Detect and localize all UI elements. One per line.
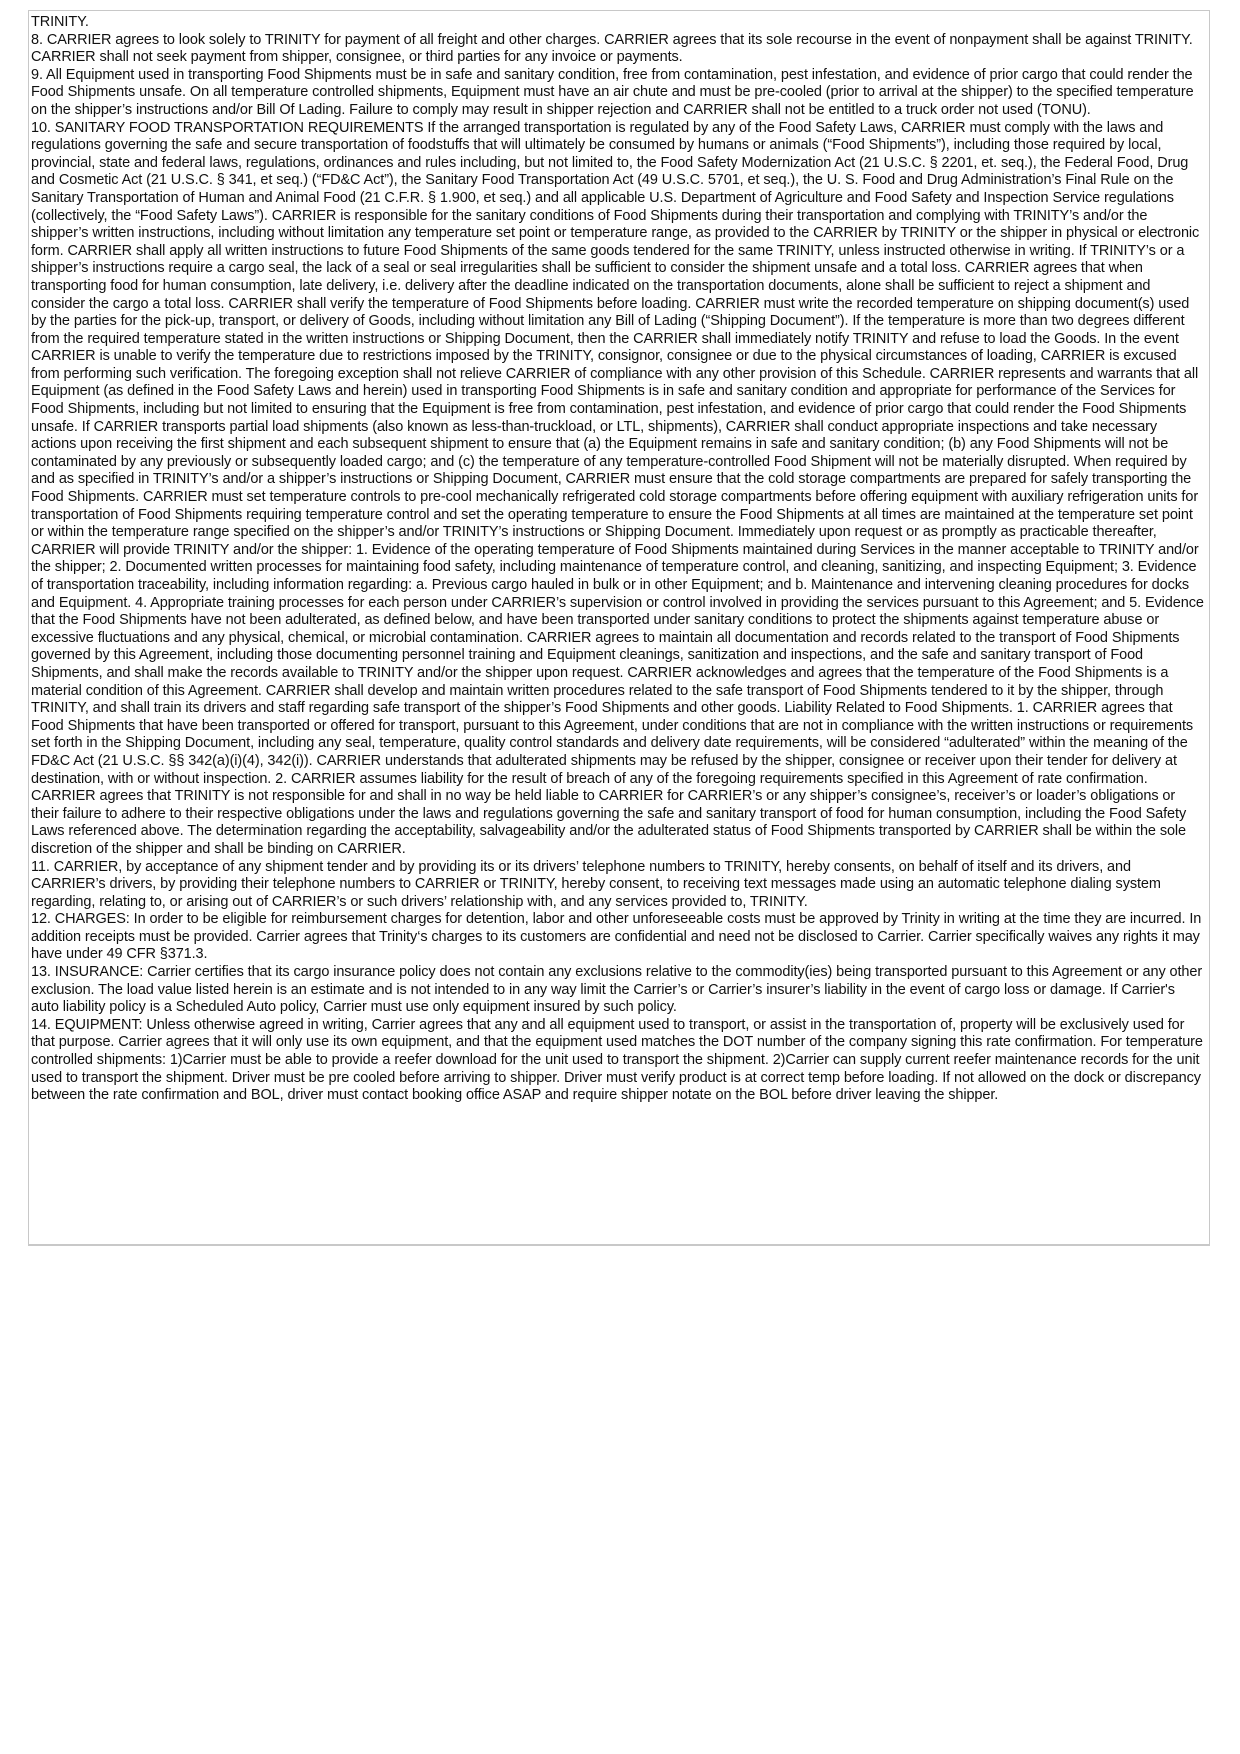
clause-10-sanitary-food-transportation: 10. SANITARY FOOD TRANSPORTATION REQUIREMENTS If the arranged transportation is regulated by any of the Food Safety Laws, CARRIER must comply with the laws and regulations governing the safe and secure transportation of foodstuffs that will ultimately be consumed by humans or animals (“Food Shipments”), including those required by local, provincial, state and federal laws, regulations, ordinances and rules including, but not limited to, the Food Safety Modernization Act (21 U.S.C. § 2201, et. seq.), the Federal Food, Drug and Cosmetic Act (21 U.S.C. § 341, et seq.) (“FD&C Act”), the Sanitary Food Transportation Act (49 U.S.C. 5701, et seq.), the U. S. Food and Drug Administration’s Final Rule on the Sanitary Transportation of Human and Animal Food (21 C.F.R. § 1.900, et seq.) and all applicable U.S. Department of Agriculture and Food Safety and Inspection Service regulations (collectively, the “Food Safety Laws”). CARRIER is responsible for the sanitary conditions of Food Shipments during their transportation and complying with TRINITY’s and/or the shipper’s written instructions, including without limitation any temperature set point or temperature range, as provided to the CARRIER by TRINITY or the shipper in physical or electronic form. CARRIER shall apply all written instructions to future Food Shipments of the same goods tendered for the same TRINITY, unless instructed otherwise in writing. If TRINITY’s or a shipper’s instructions require a cargo seal, the lack of a seal or seal irregularities shall be sufficient to consider the shipment unsafe and a total loss. CARRIER agrees that when transporting food for human consumption, late delivery, i.e. delivery after the deadline indicated on the transportation documents, alone shall be sufficient to reject a shipment and consider the cargo a total loss. CARRIER shall verify the temperature of Food Shipments before loading. CARRIER must write the recorded temperature on shipping document(s) used by the parties for the pick-up, transport, or delivery of Goods, including without limitation any Bill of Lading (“Shipping Document”). If the temperature is more than two degrees different from the required temperature stated in the written instructions or Shipping Document, then the CARRIER shall immediately notify TRINITY and refuse to load the Goods. In the event CARRIER is unable to verify the temperature due to restrictions imposed by the TRINITY, consignor, consignee or due to the physical circumstances of loading, CARRIER is excused from performing such verification. The foregoing exception shall not relieve CARRIER of compliance with any other provision of this Schedule. CARRIER represents and warrants that all Equipment (as defined in the Food Safety Laws and herein) used in transporting Food Shipments is in safe and sanitary condition and appropriate for performance of the Services for Food Shipments, including but not limited to ensuring that the Equipment is free from contamination, pest infestation, and evidence of prior cargo that could render the Food Shipments unsafe. If CARRIER transports partial load shipments (also known as less-than-truckload, or LTL, shipments), CARRIER shall conduct appropriate inspections and take necessary actions upon receiving the first shipment and each subsequent shipment to ensure that (a) the Equipment remains in safe and sanitary condition; (b) any Food Shipments will not be contaminated by any previously or subsequently loaded cargo; and (c) the temperature of any temperature-controlled Food Shipment will not be materially disrupted. When required by and as specified in TRINITY’s and/or a shipper’s instructions or Shipping Document, CARRIER must ensure that the cold storage compartments are prepared for safely transporting the Food Shipments. CARRIER must set temperature controls to pre-cool mechanically refrigerated cold storage compartments before offering equipment with auxiliary refrigeration units for transportation of Food Shipments requiring temperature control and set the operating temperature to ensure the Food Shipments at all times are maintained at the temperature set point or within the temperature range specified on the shipper’s and/or TRINITY’s instructions or Shipping Document. Immediately upon request or as promptly as practicable thereafter, CARRIER will provide TRINITY and/or the shipper: 1. Evidence of the operating temperature of Food Shipments maintained during Services in the manner acceptable to TRINITY and/or the shipper; 2. Documented written processes for maintaining food safety, including maintenance of temperature control, and cleaning, sanitizing, and inspecting Equipment; 3. Evidence of transportation traceability, including information regarding: a. Previous cargo hauled in bulk or in other Equipment; and b. Maintenance and intervening cleaning procedures for docks and Equipment. 4. Appropriate training processes for each person under CARRIER’s supervision or control involved in providing the services pursuant to this Agreement; and 5. Evidence that the Food Shipments have not been adulterated, as defined below, and have been transported under sanitary conditions to protect the shipments against temperature abuse or excessive fluctuations and any physical, chemical, or microbial contamination. CARRIER agrees to maintain all documentation and records related to the transport of Food Shipments governed by this Agreement, including those documenting personnel training and Equipment cleanings, sanitization and inspections, and the safe and sanitary transport of Food Shipments, and shall make the records available to TRINITY and/or the shipper upon request. CARRIER acknowledges and agrees that the temperature of the Food Shipments is a material condition of this Agreement. CARRIER shall develop and maintain written procedures related to the safe transport of Food Shipments tendered to it by the shipper, through TRINITY, and shall train its drivers and staff regarding safe transport of the shipper’s Food Shipments and other goods. Liability Related to Food Shipments. 1. CARRIER agrees that Food Shipments that have been transported or offered for transport, pursuant to this Agreement, under conditions that are not in compliance with the written instructions or requirements set forth in the Shipping Document, including any seal, temperature, quality control standards and delivery date requirements, will be considered “adulterated” within the meaning of the FD&C Act (21 U.S.C. §§ 342(a)(i)(4), 342(i)). CARRIER understands that adulterated shipments may be refused by the shipper, consignee or receiver upon their tender for delivery at destination, with or without inspection. 2. CARRIER assumes liability for the result of breach of any of the foregoing requirements specified in this Agreement of rate confirmation. CARRIER agrees that TRINITY is not responsible for and shall in no way be held liable to CARRIER for CARRIER’s or any shipper’s consignee’s, receiver’s or loader’s obligations or their failure to adhere to their respective obligations under the laws and regulations governing the safe and sanitary transport of food for human consumption, including the Food Safety Laws referenced above. The determination regarding the acceptability, salvageability and/or the adulterated status of Food Shipments transported by CARRIER shall be within the sole discretion of the shipper and shall be binding on CARRIER. bbox=[31, 119, 1204, 857]
clause-9-equipment-sanitary: 9. All Equipment used in transporting Food Shipments must be in safe and sanitary condition, free from contamination, pest infestation, and evidence of prior cargo that could render the Food Shipments unsafe. On all temperature controlled shipments, Equipment must have an air chute and must be pre-cooled (prior to arrival at the shipper) to the specified temperature on the shipper’s instructions and/or Bill Of Lading. Failure to comply may result in shipper rejection and CARRIER shall not be entitled to a truck order not used (TONU). bbox=[31, 66, 1194, 118]
clause-11-text-message-consent: 11. CARRIER, by acceptance of any shipment tender and by providing its or its drivers’ telephone numbers to TRINITY, hereby consents, on behalf of itself and its drivers, and CARRIER’s drivers, by providing their telephone numbers to CARRIER or TRINITY, hereby consent, to receiving text messages made using an automatic telephone dialing system regarding, relating to, or arising out of CARRIER’s or such drivers’ relationship with, and any services provided to, TRINITY. bbox=[31, 858, 1161, 910]
terms-and-conditions-box bbox=[28, 10, 1210, 1246]
clause-13-insurance: 13. INSURANCE: Carrier certifies that its cargo insurance policy does not contain any exclusions relative to the commodity(ies) being transported pursuant to this Agreement or any other exclusion. The load value listed herein is an estimate and is not intended to in any way limit the Carrier’s or Carrier’s insurer’s liability in the event of cargo loss or damage. If Carrier's auto liability policy is a Scheduled Auto policy, Carrier must use only equipment insured by such policy. bbox=[31, 964, 1203, 1016]
clause-12-charges: 12. CHARGES: In order to be eligible for reimbursement charges for detention, labor and other unforeseeable costs must be approved by Trinity in writing at the time they are incurred. In addition receipts must be provided. Carrier agrees that Trinity‘s charges to its customers are confidential and need not be disclosed to Carrier. Carrier specifically waives any rights it may have under 49 CFR §371.3. bbox=[31, 911, 1202, 963]
clause-14-equipment: 14. EQUIPMENT: Unless otherwise agreed in writing, Carrier agrees that any and all equipment used to transport, or assist in the transportation of, property will be exclusively used for that purpose. Carrier agrees that it will only use its own equipment, and that the equipment used matches the DOT number of the company signing this rate confirmation. For temperature controlled shipments: 1)Carrier must be able to provide a reefer download for the unit used to transport the shipment. 2)Carrier can supply current reefer maintenance records for the unit used to transport the shipment. Driver must be pre cooled before arriving to shipper. Driver must verify product is at correct temp before loading. If not allowed on the dock or discrepancy between the rate confirmation and BOL, driver must contact booking office ASAP and require shipper notate on the BOL before driver leaving the shipper. bbox=[31, 1016, 1203, 1104]
clause-8-payment: 8. CARRIER agrees to look solely to TRINITY for payment of all freight and other charges. CARRIER agrees that its sole recourse in the event of nonpayment shall be against TRINITY. CARRIER shall not seek payment from shipper, consignee, or third parties for any invoice or payments. bbox=[31, 31, 1193, 66]
clause-trinity-continuation: TRINITY. bbox=[31, 14, 89, 30]
